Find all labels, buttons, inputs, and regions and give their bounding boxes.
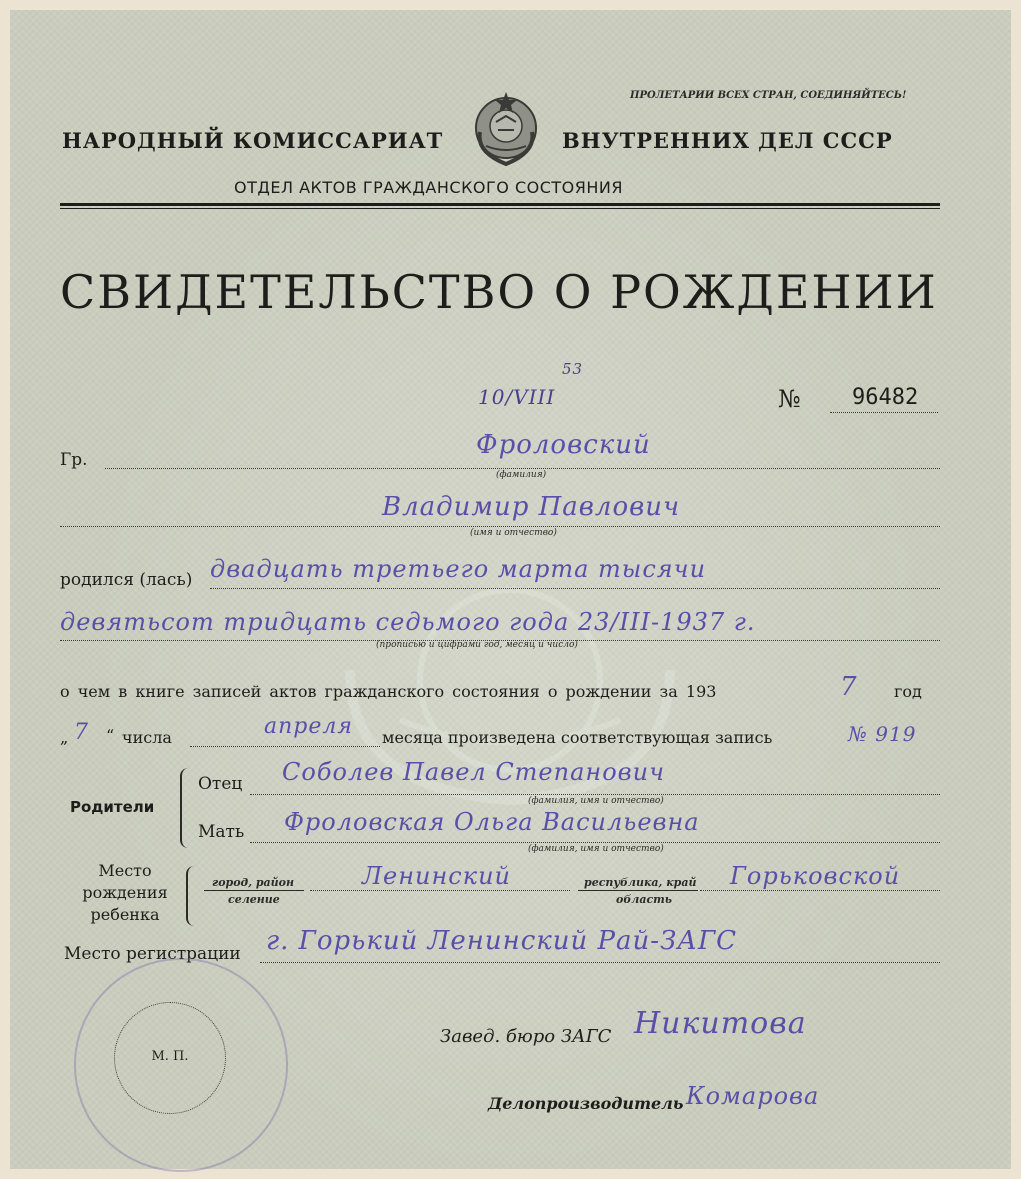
clerk-label: Делопроизводитель xyxy=(488,1094,684,1113)
day-label: числа xyxy=(122,728,172,747)
head-signature: Никитова xyxy=(634,1006,807,1041)
clerk-signature: Комарова xyxy=(686,1082,820,1110)
header-right-title: ВНУТРЕННИХ ДЕЛ СССР xyxy=(562,128,893,153)
registration-place: г. Горький Ленинский Рай-ЗАГС xyxy=(266,926,738,956)
mother-caption: (фамилия, имя и отчество) xyxy=(528,844,664,854)
seal-placeholder xyxy=(114,1002,226,1114)
record-text: о чем в книге записей актов гражданского состояния о рождении за 193 xyxy=(60,682,717,701)
record-year-word: год xyxy=(894,682,922,701)
number-label: № xyxy=(778,385,801,413)
header-left-title: НАРОДНЫЙ КОМИССАРИАТ xyxy=(62,128,444,153)
birth-label: родился (лась) xyxy=(60,570,193,590)
village-label: селение xyxy=(228,893,280,906)
registration-label: Место регистрации xyxy=(64,944,241,964)
mother-name: Фроловская Ольга Васильевна xyxy=(284,808,700,836)
citizen-prefix: Гр. xyxy=(60,450,88,470)
birth-city: Ленинский xyxy=(362,862,511,890)
document-title: СВИДЕТЕЛЬСТВО О РОЖДЕНИИ xyxy=(60,265,938,319)
birth-caption: (прописью и цифрами год, месяц и число) xyxy=(376,640,578,650)
handwritten-year: 53 xyxy=(562,360,584,378)
oblast-label: область xyxy=(616,893,673,906)
entry-number: № 919 xyxy=(848,722,917,746)
department-name: ОТДЕЛ АКТОВ ГРАЖДАНСКОГО СОСТОЯНИЯ xyxy=(234,178,623,197)
father-name: Соболев Павел Степанович xyxy=(282,758,666,786)
parents-label: Родители xyxy=(70,798,155,816)
head-label: Завед. бюро ЗАГС xyxy=(440,1026,612,1047)
father-label: Отец xyxy=(198,774,243,794)
header-divider-thin xyxy=(60,208,940,209)
birth-date-line2: девятьсот тридцать седьмого года 23/III-1937 г. xyxy=(60,608,756,636)
father-caption: (фамилия, имя и отчество) xyxy=(528,796,664,806)
mother-label: Мать xyxy=(198,822,245,842)
name-caption: (имя и отчество) xyxy=(470,528,557,538)
header-divider xyxy=(60,203,940,206)
ussr-emblem-icon xyxy=(466,88,546,172)
seal-label: М. П. xyxy=(151,1049,189,1064)
birth-certificate: ПРОЛЕТАРИИ ВСЕХ СТРАН, СОЕДИНЯЙТЕСЬ! НАРОДНЫЙ КОМИССАРИАТ ВНУТРЕННИХ ДЕЛ СССР ОТДЕЛ АКТОВ ГРАЖДАНСКОГО СОСТОЯНИЯ СВИДЕТЕЛЬСТВО О РОЖДЕНИИ 10/VIII 53 № 96482 Гр. Фроловский (фамилия) Владимир Павлович (имя и отчество) родился (лась) двадцать третьего марта тысячи девятьсот тридцать седьмого года 23/III-1937 г. (прописью и цифрами год, месяц и число) о чем в книге записей актов гражданского состояния о рождении за 193 7 год „ 7 “ числа апреля месяца произведена соответствующая запись № 919 Родители Отец Соболев Павел Степанович (фамилия, имя и отчество) Мать Фроловская Ольга Васильевна (фамилия, имя и отчество) Место рождения ребенка город, район селение Ленинский республика, край область Горьковской Место регистрации г. Горький Ленинский Рай-ЗАГС М. П. Завед. бюро ЗАГС Никитова Делопроизводитель Комарова xyxy=(0,0,1021,1179)
record-day: 7 xyxy=(74,720,89,745)
slogan: ПРОЛЕТАРИИ ВСЕХ СТРАН, СОЕДИНЯЙТЕСЬ! xyxy=(630,90,907,101)
birth-date-line1: двадцать третьего марта тысячи xyxy=(210,555,707,583)
record-month: апреля xyxy=(264,714,353,739)
month-text: месяца произведена соответствующая запись xyxy=(382,728,773,747)
record-year-digit: 7 xyxy=(840,672,858,702)
surname-caption: (фамилия) xyxy=(496,470,547,480)
citizen-surname: Фроловский xyxy=(476,430,651,460)
citizen-name: Владимир Павлович xyxy=(382,492,681,522)
handwritten-date: 10/VIII xyxy=(478,385,556,409)
republic-label: республика, край xyxy=(584,876,697,889)
birthplace-label: Место рождения ребенка xyxy=(82,861,168,924)
certificate-number: 96482 xyxy=(852,385,919,410)
birth-oblast: Горьковской xyxy=(730,862,901,890)
city-label: город, район xyxy=(212,876,295,889)
